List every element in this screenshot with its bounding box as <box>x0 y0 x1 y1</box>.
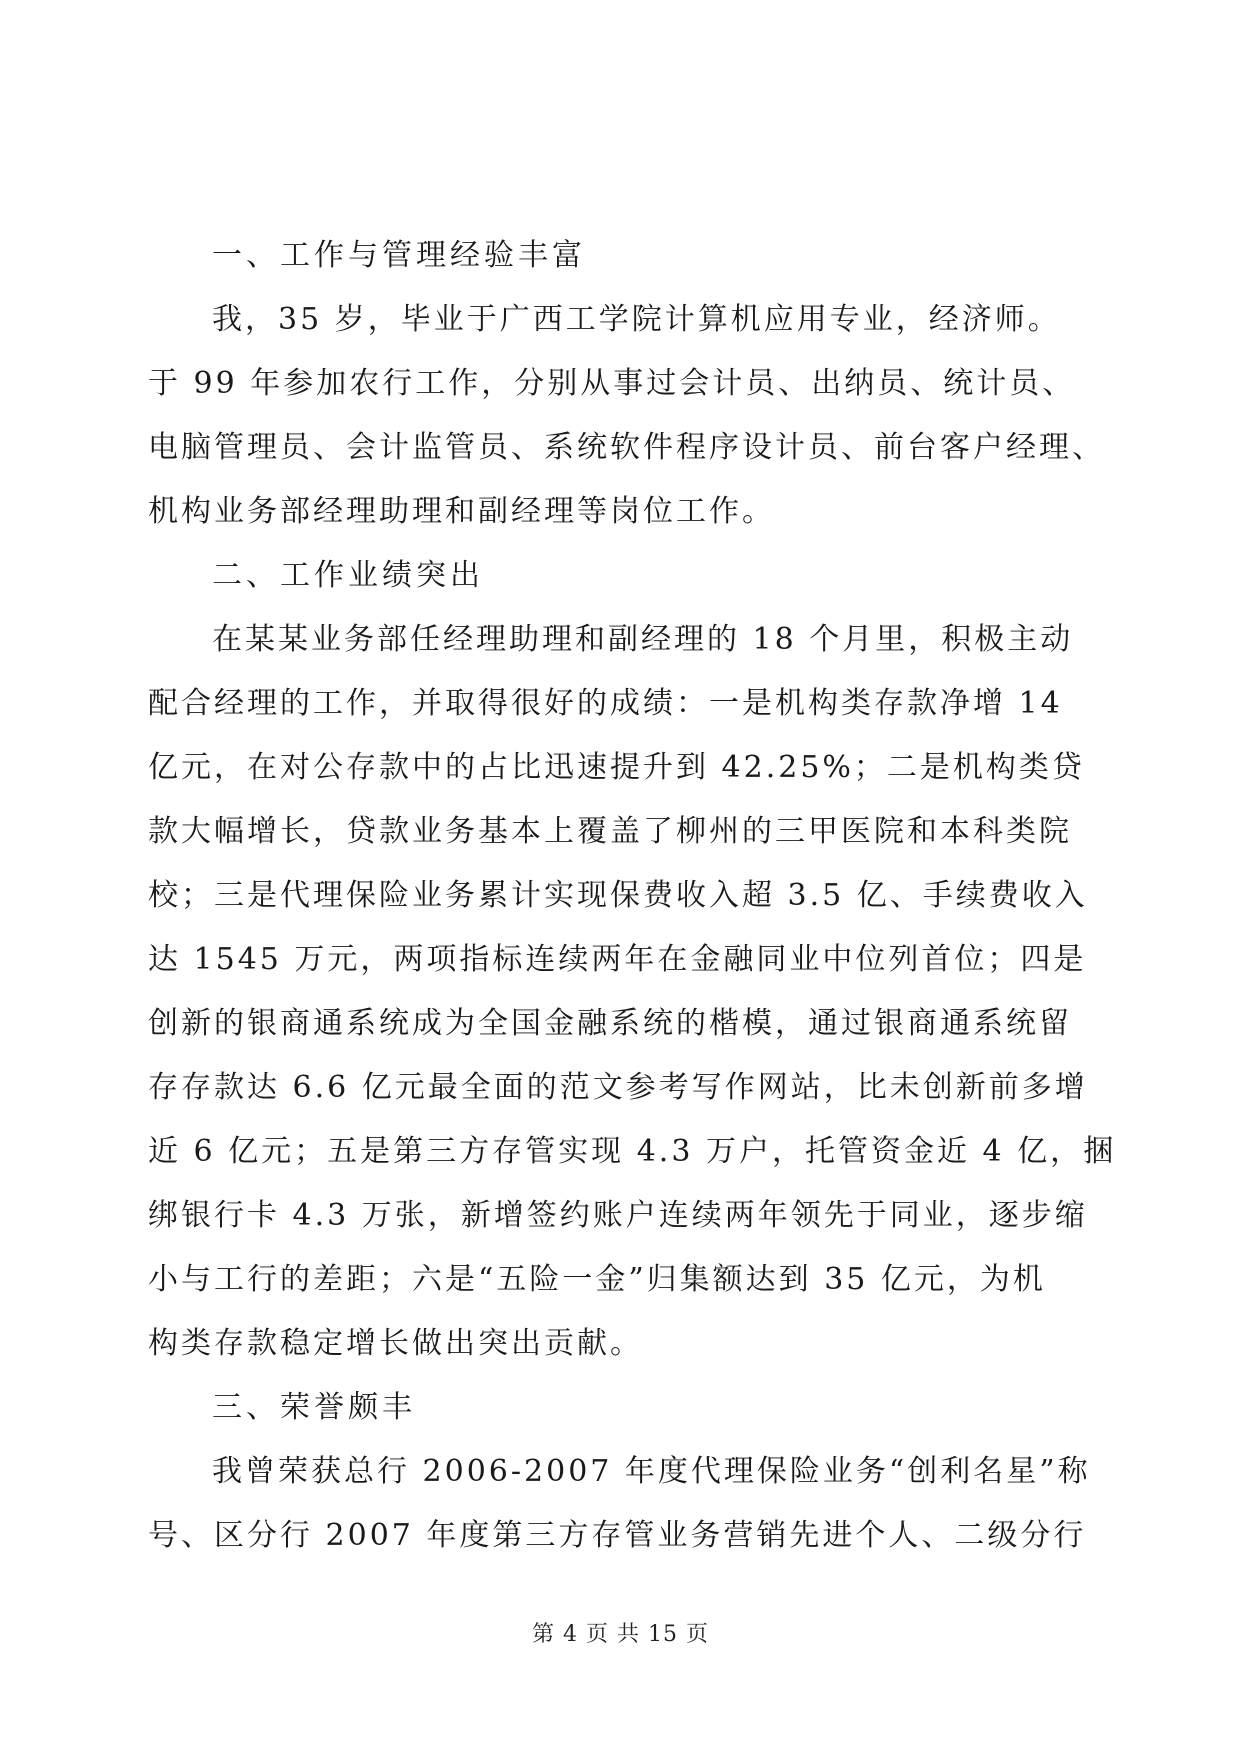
paragraph-line: 在某某业务部任经理助理和副经理的 18 个月里，积极主动 <box>212 622 1074 657</box>
paragraph-line: 绑银行卡 4.3 万张，新增签约账户连续两年领先于同业，逐步缩 <box>148 1198 1088 1233</box>
paragraph-line: 我，35 岁，毕业于广西工学院计算机应用专业，经济师。 <box>212 302 1061 337</box>
paragraph-line: 于 99 年参加农行工作，分别从事过会计员、出纳员、统计员、 <box>148 366 1076 401</box>
paragraph-line: 号、区分行 2007 年度第三方存管业务营销先进个人、二级分行 <box>148 1518 1087 1553</box>
paragraph-line: 我曾荣获总行 2006-2007 年度代理保险业务“创利名星”称 <box>212 1454 1091 1489</box>
paragraph-line: 达 1545 万元，两项指标连续两年在金融同业中位列首位；四是 <box>148 942 1087 977</box>
section-heading-2: 二、工作业绩突出 <box>212 558 484 593</box>
paragraph-line: 近 6 亿元；五是第三方存管实现 4.3 万户，托管资金近 4 亿，捆 <box>148 1134 1117 1169</box>
page-number-footer: 第 4 页 共 15 页 <box>532 1622 709 1647</box>
section-heading-3: 三、荣誉颇丰 <box>212 1390 416 1425</box>
paragraph-line: 构类存款稳定增长做出突出贡献。 <box>148 1326 643 1361</box>
section-heading-1: 一、工作与管理经验丰富 <box>212 238 586 273</box>
paragraph-line: 存存款达 6.6 亿元最全面的范文参考写作网站，比未创新前多增 <box>148 1070 1088 1105</box>
paragraph-line: 创新的银商通系统成为全国金融系统的楷模，通过银商通系统留 <box>148 1006 1072 1041</box>
paragraph-line: 亿元，在对公存款中的占比迅速提升到 42.25%；二是机构类贷 <box>148 750 1085 785</box>
paragraph-line: 校；三是代理保险业务累计实现保费收入超 3.5 亿、手续费收入 <box>148 878 1088 913</box>
paragraph-line: 机构业务部经理助理和副经理等岗位工作。 <box>148 494 775 529</box>
paragraph-line: 小与工行的差距；六是“五险一金”归集额达到 35 亿元，为机 <box>148 1262 1046 1297</box>
paragraph-line: 款大幅增长，贷款业务基本上覆盖了柳州的三甲医院和本科类院 <box>148 814 1072 849</box>
paragraph-line: 电脑管理员、会计监管员、系统软件程序设计员、前台客户经理、 <box>148 430 1105 465</box>
paragraph-line: 配合经理的工作，并取得很好的成绩：一是机构类存款净增 14 <box>148 686 1063 721</box>
